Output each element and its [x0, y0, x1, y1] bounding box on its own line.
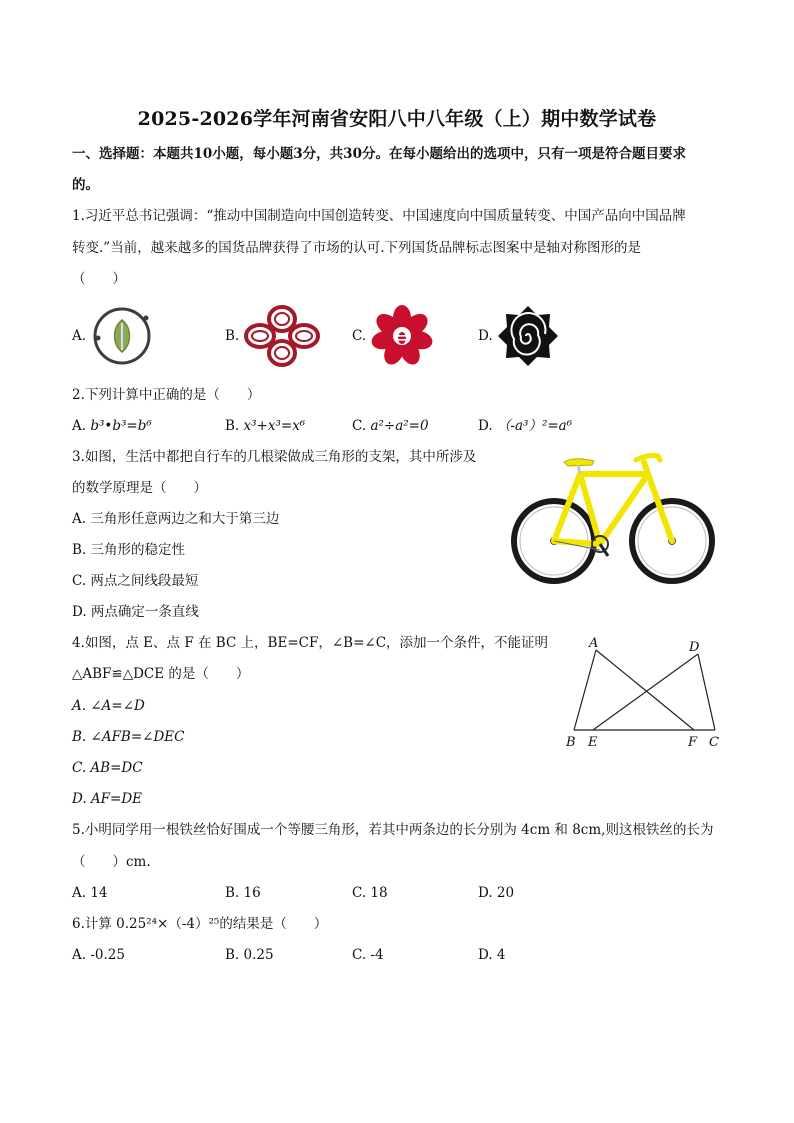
- q1-option-d-label: D.: [478, 328, 493, 344]
- q2-option-b-label: B.: [225, 418, 240, 434]
- q1-option-c-label: C.: [352, 328, 367, 344]
- bicycle-image: [508, 446, 722, 584]
- leaf-logo-icon: [90, 306, 154, 366]
- section-header-line1: 一、选择题：本题共10小题，每小题3分，共30分。在每小题给出的选项中，只有一项是符合题目要求: [72, 146, 686, 162]
- q3-stem-line1: 3.如图，生活中都把自行车的几根梁做成三角形的支架，其中所涉及: [72, 449, 477, 465]
- segment-ab: [574, 650, 596, 730]
- q4-stem-line1: 4.如图，点 E、点 F 在 BC 上，BE=CF，∠B=∠C，添加一个条件，不能证明: [72, 635, 549, 651]
- q4-option-b: B. ∠AFB=∠DEC: [72, 729, 185, 745]
- q3-option-c: C. 两点之间线段最短: [72, 573, 199, 589]
- q1-stem-line3: （ ）: [72, 271, 126, 287]
- segment-af: [596, 650, 694, 730]
- point-label-a: A: [589, 636, 599, 651]
- q3-option-b: B. 三角形的稳定性: [72, 542, 186, 558]
- q2-option-d-text: （-a³）²=a⁶: [496, 418, 573, 434]
- q2-option-a-label: A.: [72, 418, 87, 434]
- q2-option-d: [478, 417, 572, 435]
- q2-option-b: [225, 417, 305, 435]
- exam-title: 2025-2026学年河南省安阳八中八年级（上）期中数学试卷: [137, 108, 657, 130]
- q5-option-c: C. 18: [352, 885, 388, 901]
- q3-option-d: D. 两点确定一条直线: [72, 604, 199, 620]
- q1-option-b-label: B.: [225, 328, 240, 344]
- point-label-b: B: [566, 735, 576, 750]
- q6-stem: 6.计算 0.25²⁴×（-4）²⁵的结果是（ ）: [72, 916, 328, 932]
- q6-option-d: D. 4: [478, 947, 506, 963]
- q4-option-c: C. AB=DC: [72, 760, 143, 776]
- q5-option-a: A. 14: [72, 885, 108, 901]
- q2-stem: 2.下列计算中正确的是（ ）: [72, 387, 261, 403]
- section-header-line2: 的。: [72, 177, 99, 193]
- point-label-e: E: [588, 735, 598, 750]
- triangle-figure: [560, 632, 730, 752]
- knot-logo-icon: [243, 304, 321, 368]
- bicycle-handlebar: [636, 456, 660, 461]
- q2-option-a: [72, 417, 152, 435]
- q3-stem-line2: 的数学原理是（ ）: [72, 480, 207, 496]
- segment-de: [593, 654, 698, 730]
- q1-option-a-label: A.: [72, 328, 87, 344]
- segment-dc: [698, 654, 715, 730]
- flower-logo-icon: [370, 304, 434, 368]
- q2-option-c-label: C.: [352, 418, 367, 434]
- point-label-c: C: [709, 735, 719, 750]
- q6-option-a: A. -0.25: [72, 947, 125, 963]
- q6-option-c: C. -4: [352, 947, 384, 963]
- q5-option-b: B. 16: [225, 885, 261, 901]
- q2-option-c: [352, 417, 429, 435]
- q5-stem-line1: 5.小明同学用一根铁丝恰好围成一个等腰三角形，若其中两条边的长分别为 4cm 和 8cm,则这根铁丝的长为: [72, 822, 714, 838]
- q2-option-d-label: D.: [478, 418, 493, 434]
- q5-option-d: D. 20: [478, 885, 515, 901]
- q3-option-a: A. 三角形任意两边之和大于第三边: [72, 511, 280, 527]
- q5-stem-line2: （ ）cm.: [72, 854, 151, 870]
- q6-option-b: B. 0.25: [225, 947, 274, 963]
- point-label-d: D: [689, 640, 700, 655]
- q4-stem-line2: △ABF≌△DCE 的是（ ）: [72, 666, 250, 682]
- q1-stem-line2: 转变.”当前，越来越多的国货品牌获得了市场的认可.下列国货品牌标志图案中是轴对称图形的是: [72, 240, 641, 256]
- spiral-rose-logo-icon: [496, 304, 560, 368]
- q2-option-a-text: b³•b³=b⁶: [90, 418, 152, 434]
- q2-option-b-text: x³+x³=x⁶: [243, 418, 306, 434]
- q4-option-a: A. ∠A=∠D: [72, 698, 145, 714]
- q4-option-d: D. AF=DE: [72, 791, 143, 807]
- q1-stem-line1: 1.习近平总书记强调：“推动中国制造向中国创造转变、中国速度向中国质量转变、中国产品向中国品牌: [72, 208, 686, 224]
- point-label-f: F: [688, 735, 698, 750]
- q2-option-c-text: a²÷a²=0: [370, 418, 429, 434]
